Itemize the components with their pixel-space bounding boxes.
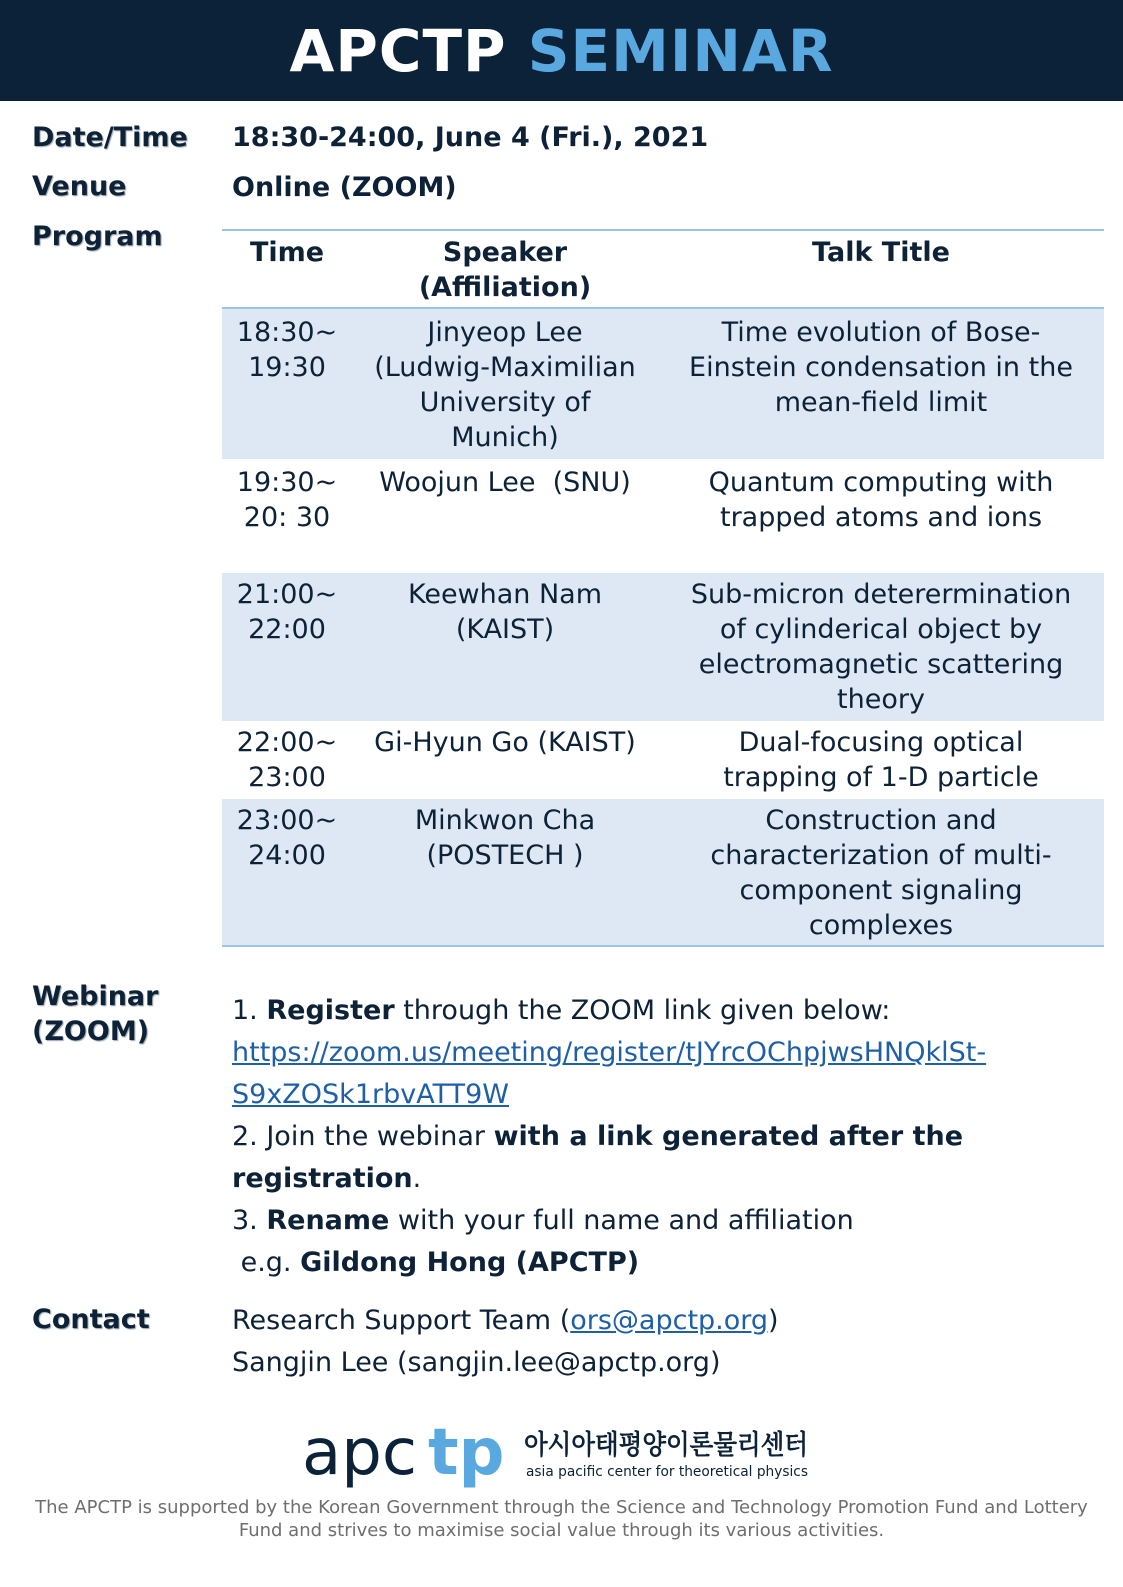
cell-talk-title-line: Dual-focusing optical xyxy=(738,727,1024,758)
footer-line-2: Fund and strives to maximise social value through its various activities. xyxy=(238,1520,885,1541)
logo-english: asia pacific center for theoretical physics xyxy=(526,1464,808,1480)
cell-time xyxy=(222,577,352,717)
header-speaker xyxy=(352,235,658,305)
footer-line-1: The APCTP is supported by the Korean Government through the Science and Technology Promotion Fund and Lottery xyxy=(35,1497,1088,1518)
cell-speaker-line: Munich) xyxy=(451,422,559,453)
cell-speaker xyxy=(352,315,658,455)
cell-talk-title xyxy=(658,577,1104,717)
cell-time xyxy=(222,725,352,795)
cell-talk-title-line: trapped atoms and ions xyxy=(719,502,1043,533)
datetime-value: 18:30-24:00, June 4 (Fri.), 2021 xyxy=(232,122,709,153)
zoom-link[interactable] xyxy=(232,1032,1102,1116)
cell-speaker-line: University of xyxy=(419,387,591,418)
table-row xyxy=(222,573,1104,721)
cell-time-line: 22:00~ xyxy=(236,727,338,758)
cell-time-line: 19:30 xyxy=(248,352,326,383)
cell-speaker-line: Jinyeop Lee xyxy=(427,317,583,348)
cell-time-line: 22:00 xyxy=(248,614,326,645)
cell-speaker xyxy=(352,803,658,943)
cell-time-line: 23:00 xyxy=(248,762,326,793)
cell-time-line: 21:00~ xyxy=(236,579,338,610)
cell-time xyxy=(222,465,352,535)
cell-speaker xyxy=(352,465,658,535)
cell-talk-title-line: Time evolution of Bose- xyxy=(721,317,1041,348)
cell-speaker-line: Keewhan Nam xyxy=(407,579,603,610)
cell-time xyxy=(222,315,352,455)
contact-team: Research Support Team ( xyxy=(232,1305,571,1336)
step-3-prefix: 3. xyxy=(232,1205,267,1236)
cell-talk-title xyxy=(658,803,1104,943)
contact-line-2: Sangjin Lee (sangjin.lee@apctp.org) xyxy=(232,1347,721,1378)
table-row xyxy=(222,309,1104,459)
cell-talk-title-line: trapping of 1-D particle xyxy=(723,762,1039,793)
contact-paren: ) xyxy=(768,1305,779,1336)
example-prefix: e.g. xyxy=(232,1247,301,1278)
cell-speaker xyxy=(352,725,658,795)
step-2-bold2: registration xyxy=(232,1163,413,1194)
table-row xyxy=(222,459,1104,573)
step-2-bold1: with a link generated after the xyxy=(493,1121,964,1152)
step-1-prefix: 1. xyxy=(232,995,267,1026)
title-seminar: SEMINAR xyxy=(527,17,834,85)
cell-time-line: 19:30~ xyxy=(236,467,338,498)
program-label: Program xyxy=(32,221,163,252)
table-body xyxy=(222,309,1104,945)
cell-time-line: 23:00~ xyxy=(236,805,338,836)
cell-speaker-line: Woojun Lee (SNU) xyxy=(379,467,631,498)
step-2-end: . xyxy=(412,1163,422,1194)
header-speaker-line2: (Affiliation) xyxy=(418,272,592,303)
header-talk-title: Talk Title xyxy=(812,237,950,268)
cell-talk-title xyxy=(658,315,1104,455)
cell-talk-title-line: characterization of multi- xyxy=(710,840,1052,871)
table-row xyxy=(222,721,1104,799)
zoom-link-line1[interactable]: https://zoom.us/meeting/register/tJYrcOChpjwsHNQklSt- xyxy=(232,1037,987,1068)
cell-talk-title xyxy=(658,725,1104,795)
cell-talk-title-line: theory xyxy=(837,684,925,715)
step-3-text: with your full name and affiliation xyxy=(389,1205,854,1236)
cell-time xyxy=(222,803,352,943)
contact-email-link[interactable]: ors@apctp.org xyxy=(570,1305,769,1336)
contact-info xyxy=(232,1300,779,1384)
venue-label: Venue xyxy=(32,171,127,202)
header-time: Time xyxy=(249,237,325,268)
logo-korean: 아시아태평양이론물리센터 xyxy=(524,1430,837,1461)
cell-talk-title-line: complexes xyxy=(808,910,954,941)
page-title xyxy=(289,17,834,85)
cell-talk-title-line: component signaling xyxy=(739,875,1023,906)
venue-value: Online (ZOOM) xyxy=(232,172,457,203)
logo-mark-dark: apc xyxy=(302,1418,418,1490)
step-1-text: through the ZOOM link given below: xyxy=(394,995,891,1026)
step-1-bold: Register xyxy=(266,995,395,1026)
table-row xyxy=(222,799,1104,945)
cell-speaker xyxy=(352,577,658,717)
cell-speaker-line: Minkwon Cha xyxy=(414,805,596,836)
cell-speaker-line: (Ludwig-Maximilian xyxy=(374,352,636,383)
program-table xyxy=(222,229,1104,947)
contact-label: Contact xyxy=(32,1304,150,1335)
apctp-logo xyxy=(0,1418,1123,1492)
cell-speaker-line: Gi-Hyun Go (KAIST) xyxy=(374,727,636,758)
step-3 xyxy=(232,1200,1102,1242)
example xyxy=(232,1242,1102,1284)
title-apctp: APCTP xyxy=(289,17,507,85)
header-banner xyxy=(0,0,1123,101)
cell-talk-title-line: Construction and xyxy=(765,805,997,836)
cell-talk-title-line: electromagnetic scattering xyxy=(698,649,1064,680)
contact-line-1 xyxy=(232,1300,779,1342)
webinar-instructions xyxy=(232,990,1102,1284)
table-header-row xyxy=(222,231,1104,309)
footer-note xyxy=(0,1496,1123,1542)
header-speaker-line1: Speaker xyxy=(442,237,568,268)
webinar-label xyxy=(32,979,158,1049)
cell-time-line: 24:00 xyxy=(248,840,326,871)
webinar-label-line2: (ZOOM) xyxy=(32,1016,150,1047)
example-name: Gildong Hong (APCTP) xyxy=(300,1247,640,1278)
step-2-prefix: 2. Join the webinar xyxy=(232,1121,494,1152)
step-2 xyxy=(232,1116,1102,1200)
cell-talk-title xyxy=(658,465,1104,535)
datetime-label: Date/Time xyxy=(32,122,188,153)
cell-talk-title-line: Quantum computing with xyxy=(708,467,1054,498)
logo-mark-light: tp xyxy=(428,1418,505,1490)
cell-time-line: 20: 30 xyxy=(243,502,331,533)
cell-talk-title-line: mean-field limit xyxy=(774,387,988,418)
cell-speaker-line: (POSTECH ) xyxy=(426,840,584,871)
zoom-link-line2[interactable]: S9xZOSk1rbvATT9W xyxy=(232,1079,509,1110)
cell-speaker-line: (KAIST) xyxy=(455,614,555,645)
step-3-bold: Rename xyxy=(266,1205,390,1236)
webinar-label-line1: Webinar xyxy=(32,981,159,1012)
cell-talk-title-line: Sub-micron deterermination xyxy=(690,579,1072,610)
cell-talk-title-line: of cylinderical object by xyxy=(719,614,1043,645)
cell-talk-title-line: Einstein condensation in the xyxy=(689,352,1073,383)
cell-time-line: 18:30~ xyxy=(236,317,338,348)
step-1 xyxy=(232,990,1102,1032)
